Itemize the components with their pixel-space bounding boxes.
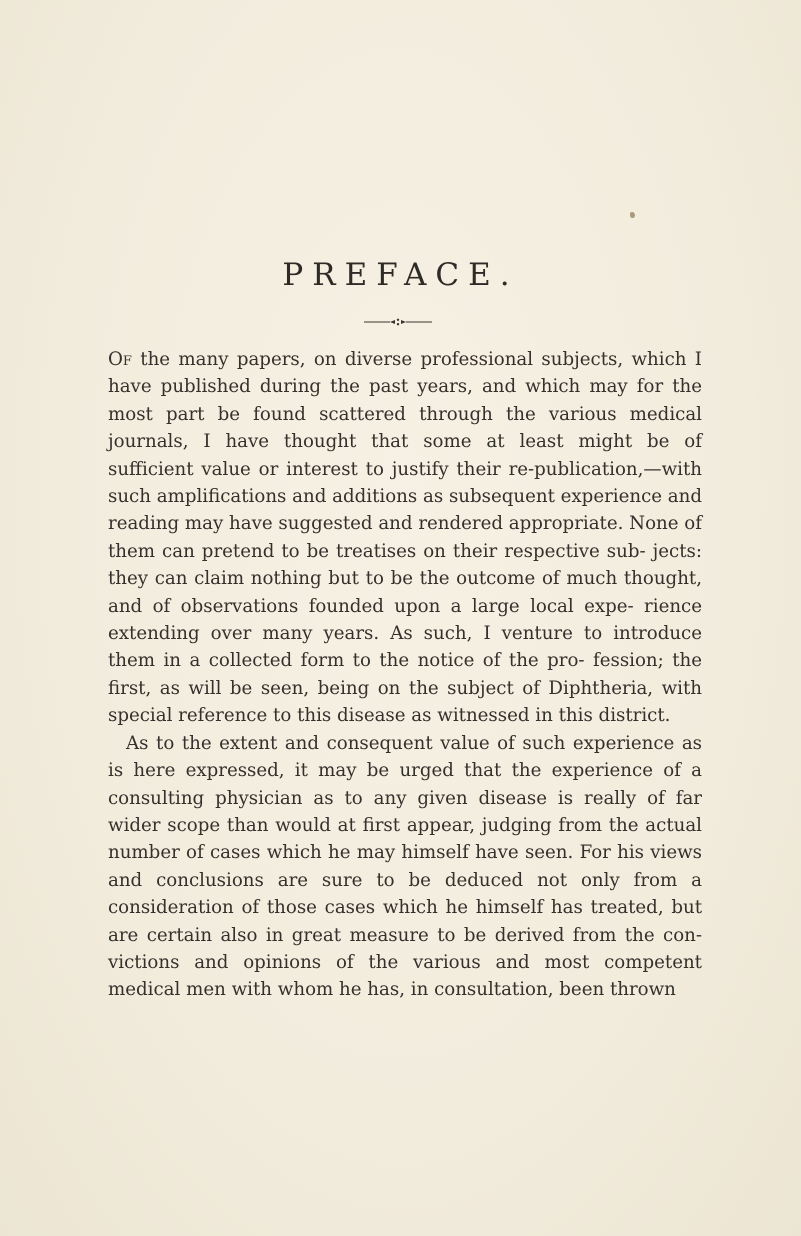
ornament-rule-icon [364,317,432,327]
paper-speck [630,212,635,218]
paragraph-1 [108,346,702,730]
preface-body [108,346,702,1004]
paragraph-text: As to the extent and consequent value of such experience as is here expressed, it may be urged that the experience of a consulting physician as to any given disease is really of far wider scope than would at first appear, judging from the actual number of cases which he may himself have seen. For his views and conclusions are sure to be deduced not only from a consideration of those cases which he himself has treated, but are certain also in great measure to be derived from the con- victions and opinions of the various and most competent medical men with whom he has, in consultation, been thrown [108,732,702,1001]
paragraph-text: the many papers, on diverse professional subjects, which I have published during the past years, and which may for the most part be found scattered through the various medical journals, I have thought that some at least might be of sufficient value or interest to justify their re-publication,—with such amplifications and additions as subsequent experience and reading may have suggested and rendered appropriate. None of them can pretend to be treatises on their respective sub- jects: they can claim nothing but to be the outcome of much thought, and of observations founded upon a large local expe- rience extending over many years. As such, I venture to introduce them in a collected form to the notice of the pro- fession; the first, as will be seen, being on the subject of Diphtheria, with special reference to this disease as witnessed in this district. [108,349,702,727]
paragraph-lead-word: Of [108,349,132,370]
page-title: PREFACE. [282,257,519,293]
paragraph-2 [108,730,702,1004]
